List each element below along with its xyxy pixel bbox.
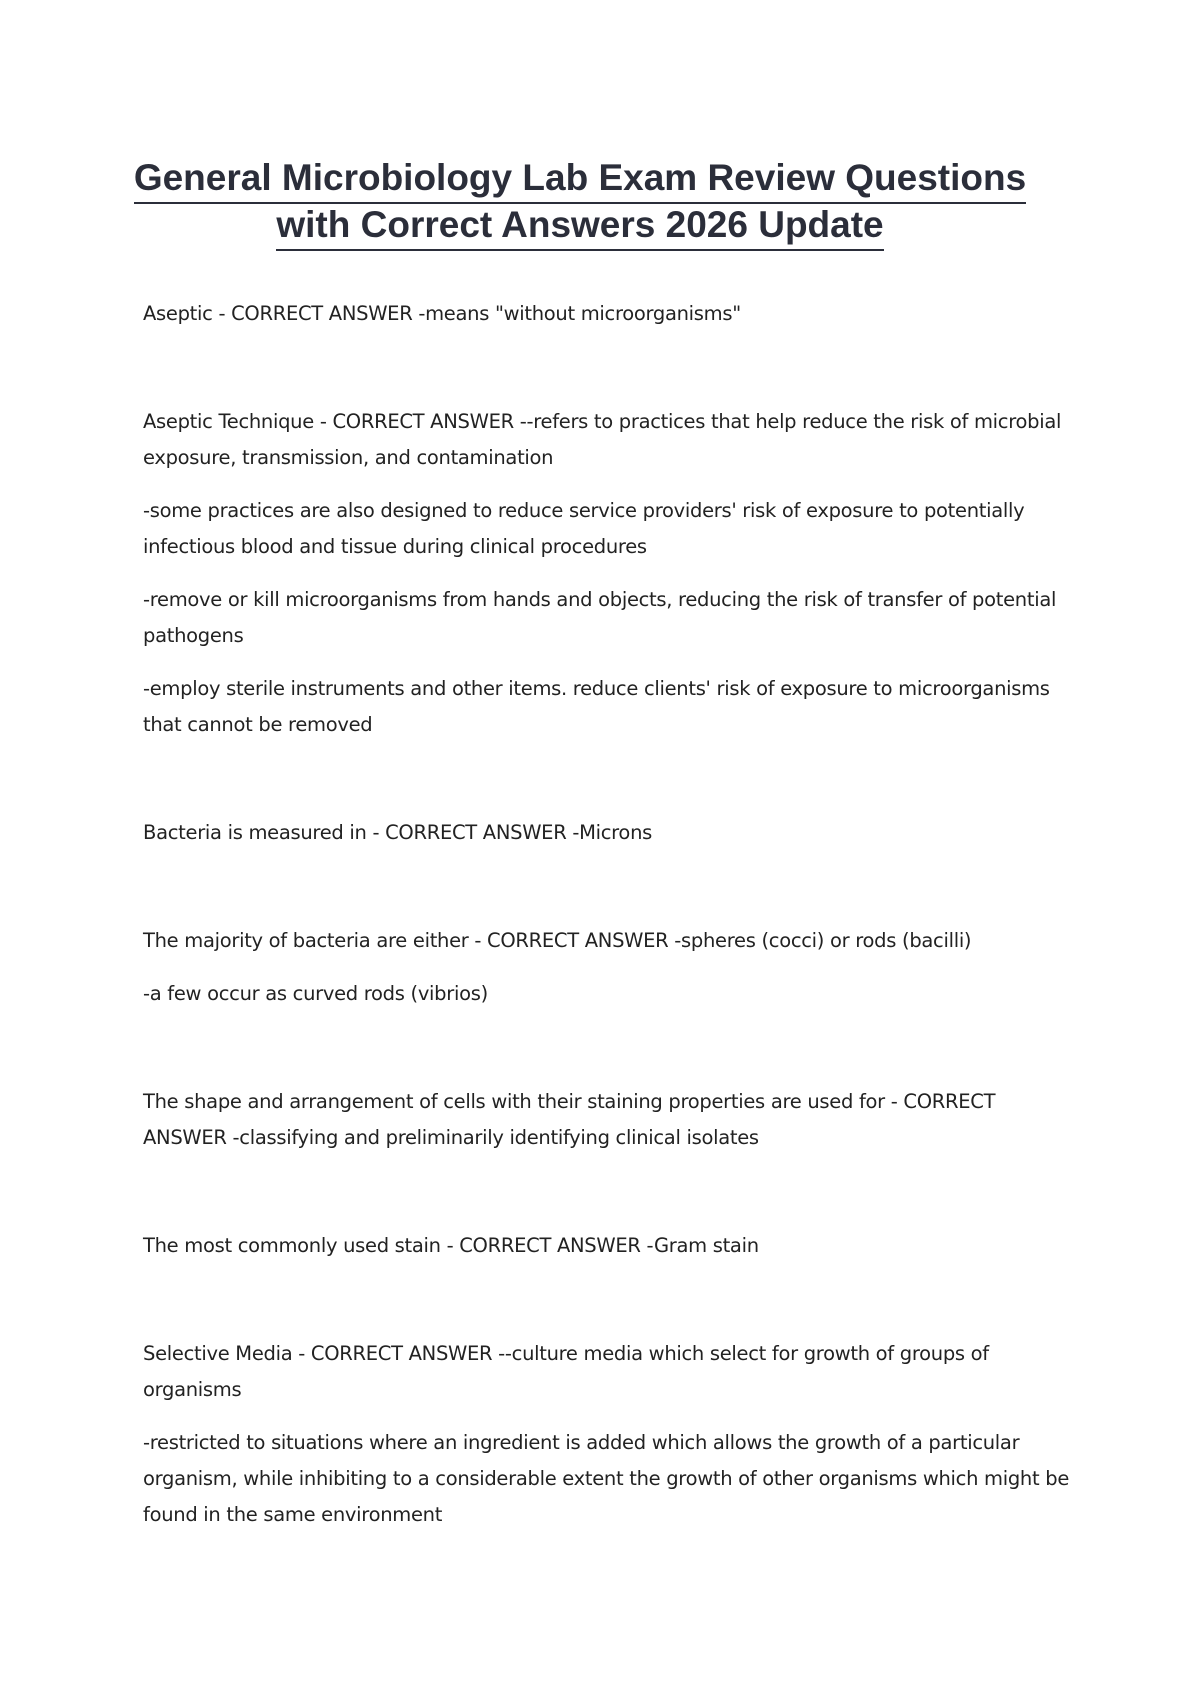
document-body [143, 296, 1083, 1605]
qa-entry-aseptic-technique [143, 404, 1083, 743]
qa-paragraph: -employ sterile instruments and other items. reduce clients' risk of exposure to microorganisms that cannot be removed [143, 677, 1050, 736]
qa-paragraph: The most commonly used stain - CORRECT ANSWER -Gram stain [143, 1234, 759, 1257]
qa-paragraph: The shape and arrangement of cells with their staining properties are used for - CORRECT ANSWER -classifying and preliminarily identifying clinical isolates [143, 1090, 996, 1149]
qa-entry-bacteria-shapes [143, 923, 1083, 1012]
qa-paragraph: The majority of bacteria are either - CORRECT ANSWER -spheres (cocci) or rods (bacilli) [143, 929, 972, 952]
qa-paragraph: -restricted to situations where an ingredient is added which allows the growth of a particular organism, while inhibiting to a considerable extent the growth of other organisms which might be found in the same environment [143, 1431, 1070, 1526]
qa-paragraph: Bacteria is measured in - CORRECT ANSWER -Microns [143, 821, 652, 844]
document-title [100, 154, 1060, 248]
qa-entry-common-stain [143, 1228, 1083, 1264]
title-line-1: General Microbiology Lab Exam Review Questions [134, 154, 1026, 204]
title-line-2: with Correct Answers 2026 Update [276, 201, 883, 251]
qa-paragraph: -some practices are also designed to reduce service providers' risk of exposure to potentially infectious blood and tissue during clinical procedures [143, 499, 1025, 558]
qa-paragraph: Aseptic - CORRECT ANSWER -means "without microorganisms" [143, 302, 741, 325]
qa-entry-bacteria-measured [143, 815, 1083, 851]
qa-paragraph: Aseptic Technique - CORRECT ANSWER --refers to practices that help reduce the risk of microbial exposure, transmission, and contamination [143, 410, 1062, 469]
qa-entry-selective-media [143, 1336, 1083, 1533]
qa-paragraph: -a few occur as curved rods (vibrios) [143, 982, 488, 1005]
qa-paragraph: Selective Media - CORRECT ANSWER --culture media which select for growth of groups of organisms [143, 1342, 989, 1401]
qa-paragraph: -remove or kill microorganisms from hands and objects, reducing the risk of transfer of potential pathogens [143, 588, 1057, 647]
qa-entry-shape-arrangement [143, 1084, 1083, 1156]
qa-entry-aseptic [143, 296, 1083, 332]
